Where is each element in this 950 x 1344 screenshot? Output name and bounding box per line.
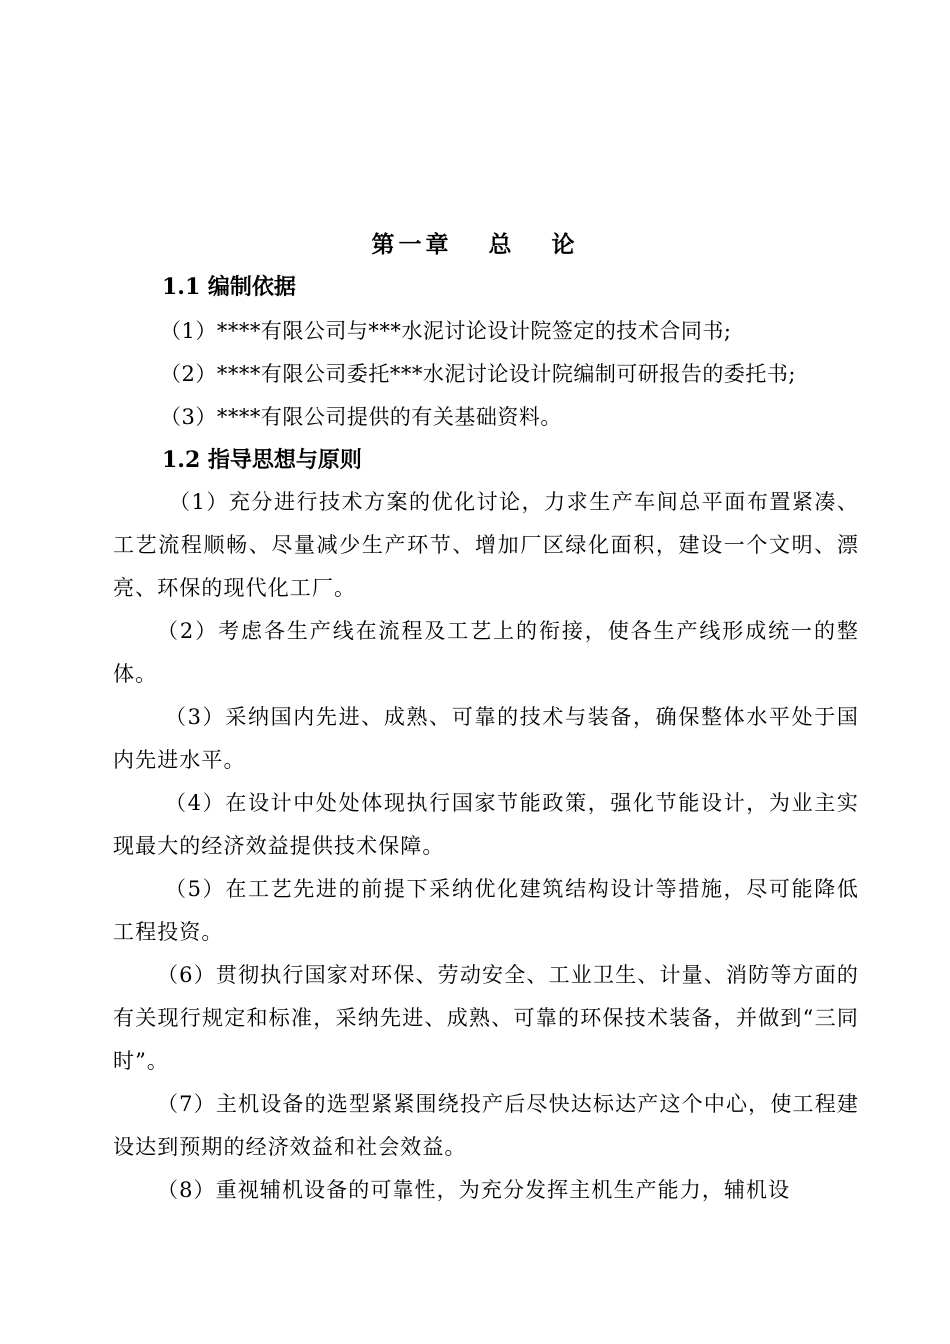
chapter-title: 第一章 总 论 [371,231,579,258]
principle-paragraph-3: （3）采纳国内先进、成熟、可靠的技术与装备，确保整体水平处于国内先进水平。 [113,705,859,772]
basis-item-3: （3）****有限公司提供的有关基础资料。 [160,405,562,429]
principle-paragraph-7: （7）主机设备的选型紧紧围绕投产后尽快达标达产这个中心，使工程建设达到预期的经济效益和社会效益。 [113,1092,859,1159]
principle-paragraph-6: （6）贯彻执行国家对环保、劳动安全、工业卫生、计量、消防等方面的有关现行规定和标准，采纳先进、成熟、可靠的环保技术装备，并做到“三同时”。 [113,963,859,1073]
basis-item-1: （1）****有限公司与***水泥讨论设计院签定的技术合同书; [160,319,732,343]
section-heading-1-2: 1.2 指导思想与原则 [162,447,362,473]
principle-paragraph-2: （2）考虑各生产线在流程及工艺上的衔接，使各生产线形成统一的整体。 [113,619,859,686]
basis-item-2: （2）****有限公司委托***水泥讨论设计院编制可研报告的委托书; [160,362,796,386]
principle-paragraph-1: （1）充分进行技术方案的优化讨论，力求生产车间总平面布置紧凑、工艺流程顺畅、尽量减少生产环节、增加厂区绿化面积，建设一个文明、漂亮、环保的现代化工厂。 [113,490,859,600]
principle-paragraph-4: （4）在设计中处处体现执行国家节能政策，强化节能设计，为业主实现最大的经济效益提供技术保障。 [113,791,859,858]
principle-paragraph-5: （5）在工艺先进的前提下采纳优化建筑结构设计等措施，尽可能降低工程投资。 [113,877,859,944]
principle-paragraph-8: （8）重视辅机设备的可靠性，为充分发挥主机生产能力，辅机设 [157,1178,791,1202]
section-heading-1-1: 1.1 编制依据 [162,274,296,300]
